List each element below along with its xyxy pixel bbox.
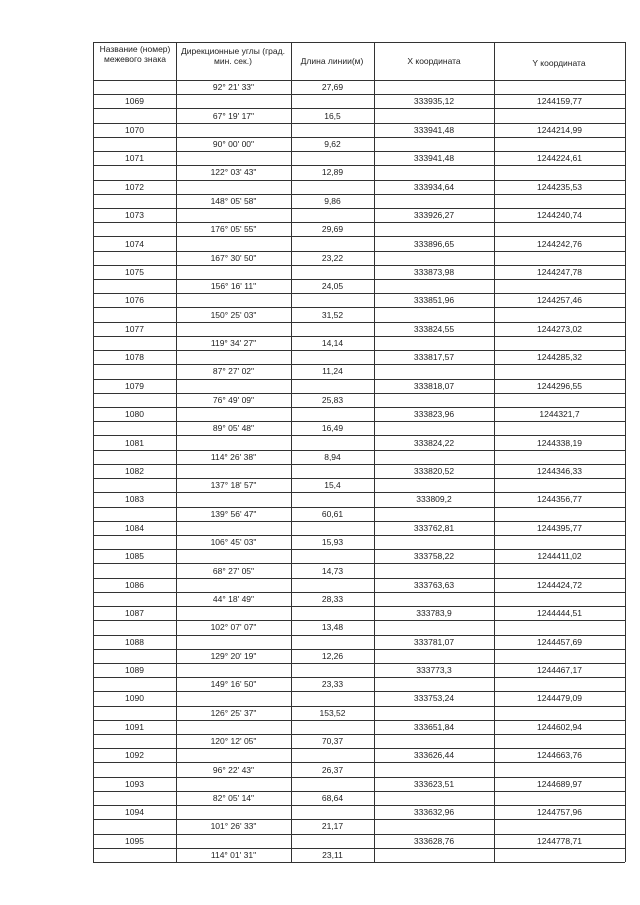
point-x: 333628,76 xyxy=(413,836,455,846)
point-x: 333781,07 xyxy=(413,637,455,647)
point-y: 1244689,97 xyxy=(537,779,582,789)
segment-angle: 114° 01' 31" xyxy=(210,850,257,860)
point-y: 1244214,99 xyxy=(537,125,582,135)
point-x: 333773,3 xyxy=(416,665,452,675)
row-border xyxy=(93,791,625,792)
row-border xyxy=(93,549,625,550)
segment-angle: 90° 00' 00" xyxy=(212,139,255,149)
point-x: 333824,55 xyxy=(413,324,455,334)
segment-length: 15,93 xyxy=(321,537,344,547)
segment-length: 14,73 xyxy=(321,566,344,576)
point-name: 1086 xyxy=(125,580,144,590)
row-border xyxy=(93,620,625,621)
row-border xyxy=(93,606,625,607)
point-y: 1244285,32 xyxy=(537,352,582,362)
row-border xyxy=(93,805,625,806)
point-y: 1244411,02 xyxy=(537,551,582,561)
point-y: 1244457,69 xyxy=(537,637,582,647)
row-border xyxy=(93,720,625,721)
segment-length: 70,37 xyxy=(321,736,344,746)
row-border xyxy=(93,677,625,678)
header-x: X координата xyxy=(407,56,461,66)
header-length: Длина линии(м) xyxy=(300,56,364,66)
point-y: 1244257,46 xyxy=(537,295,582,305)
segment-angle: 149° 16' 50" xyxy=(210,679,257,689)
row-border xyxy=(93,407,625,408)
segment-length: 68,64 xyxy=(321,793,344,803)
point-name: 1088 xyxy=(125,637,144,647)
point-name: 1080 xyxy=(125,409,144,419)
point-name: 1076 xyxy=(125,295,144,305)
segment-angle: 148° 05' 58" xyxy=(210,196,257,206)
point-name: 1073 xyxy=(125,210,144,220)
segment-angle: 137° 18' 57" xyxy=(210,480,257,490)
segment-angle: 114° 26' 38" xyxy=(210,452,257,462)
row-border xyxy=(93,578,625,579)
row-border xyxy=(93,236,625,237)
row-border xyxy=(93,478,625,479)
segment-length: 9,86 xyxy=(324,196,341,206)
segment-length: 14,14 xyxy=(321,338,344,348)
row-border xyxy=(93,350,625,351)
point-y: 1244395,77 xyxy=(537,523,582,533)
row-border xyxy=(93,265,625,266)
row-border xyxy=(93,322,625,323)
point-y: 1244602,94 xyxy=(537,722,582,732)
row-border xyxy=(93,364,625,365)
point-x: 333818,07 xyxy=(413,381,455,391)
point-name: 1082 xyxy=(125,466,144,476)
point-x: 333896,65 xyxy=(413,239,455,249)
segment-angle: 129° 20' 19" xyxy=(210,651,257,661)
segment-angle: 119° 34' 27" xyxy=(210,338,257,348)
segment-angle: 44° 18' 49" xyxy=(212,594,255,604)
segment-length: 13,48 xyxy=(321,622,344,632)
segment-length: 29,69 xyxy=(321,224,344,234)
segment-length: 28,33 xyxy=(321,594,344,604)
row-border xyxy=(93,748,625,749)
header-name: Название (номер) межевого знака xyxy=(99,44,171,64)
row-border xyxy=(93,123,625,124)
row-border xyxy=(93,307,625,308)
segment-angle: 120° 12' 05" xyxy=(210,736,257,746)
point-x: 333783,9 xyxy=(416,608,452,618)
point-name: 1092 xyxy=(125,750,144,760)
row-border xyxy=(93,393,625,394)
segment-angle: 167° 30' 50" xyxy=(210,253,257,263)
segment-length: 8,94 xyxy=(324,452,341,462)
row-border xyxy=(93,663,625,664)
row-border xyxy=(93,521,625,522)
point-y: 1244479,09 xyxy=(537,693,582,703)
row-border xyxy=(93,180,625,181)
row-border xyxy=(93,151,625,152)
row-border xyxy=(93,208,625,209)
point-name: 1071 xyxy=(125,153,144,163)
row-border xyxy=(93,222,625,223)
point-x: 333817,57 xyxy=(413,352,455,362)
segment-angle: 82° 05' 14" xyxy=(212,793,255,803)
point-x: 333753,24 xyxy=(413,693,455,703)
segment-length: 16,5 xyxy=(324,111,341,121)
segment-angle: 67° 19' 17" xyxy=(212,111,255,121)
point-y: 1244273,02 xyxy=(537,324,582,334)
point-y: 1244663,76 xyxy=(537,750,582,760)
point-x: 333824,22 xyxy=(413,438,455,448)
point-name: 1087 xyxy=(125,608,144,618)
point-y: 1244424,72 xyxy=(537,580,582,590)
point-x: 333941,48 xyxy=(413,153,455,163)
row-border xyxy=(93,108,625,109)
row-border xyxy=(93,194,625,195)
segment-angle: 106° 45' 03" xyxy=(210,537,257,547)
point-x: 333873,98 xyxy=(413,267,455,277)
column-border xyxy=(625,42,626,862)
point-y: 1244757,96 xyxy=(537,807,582,817)
point-x: 333651,84 xyxy=(413,722,455,732)
row-border xyxy=(93,279,625,280)
row-border xyxy=(93,293,625,294)
row-border xyxy=(93,450,625,451)
point-y: 1244235,53 xyxy=(537,182,582,192)
point-x: 333820,52 xyxy=(413,466,455,476)
point-y: 1244356,77 xyxy=(537,494,582,504)
point-y: 1244467,17 xyxy=(537,665,582,675)
point-x: 333762,81 xyxy=(413,523,455,533)
segment-angle: 126° 25' 37" xyxy=(210,708,257,718)
point-name: 1095 xyxy=(125,836,144,846)
row-border xyxy=(93,819,625,820)
row-border xyxy=(93,507,625,508)
row-border xyxy=(93,379,625,380)
segment-length: 12,26 xyxy=(321,651,344,661)
row-border xyxy=(93,635,625,636)
row-border xyxy=(93,251,625,252)
row-border xyxy=(93,691,625,692)
point-y: 1244159,77 xyxy=(537,96,582,106)
point-x: 333763,63 xyxy=(413,580,455,590)
segment-length: 23,33 xyxy=(321,679,344,689)
point-name: 1069 xyxy=(125,96,144,106)
row-border xyxy=(93,336,625,337)
point-name: 1079 xyxy=(125,381,144,391)
segment-length: 27,69 xyxy=(321,82,344,92)
segment-angle: 102° 07' 07" xyxy=(210,622,257,632)
point-y: 1244444,51 xyxy=(537,608,582,618)
point-x: 333941,48 xyxy=(413,125,455,135)
row-border xyxy=(93,706,625,707)
row-border xyxy=(93,834,625,835)
point-name: 1083 xyxy=(125,494,144,504)
segment-length: 11,24 xyxy=(322,366,343,376)
row-border xyxy=(93,435,625,436)
point-y: 1244242,76 xyxy=(537,239,582,249)
segment-length: 21,17 xyxy=(321,821,344,831)
point-name: 1081 xyxy=(125,438,144,448)
segment-length: 25,83 xyxy=(321,395,344,405)
segment-angle: 139° 56' 47" xyxy=(210,509,257,519)
point-y: 1244778,71 xyxy=(537,836,582,846)
segment-angle: 89° 05' 48" xyxy=(212,423,255,433)
segment-length: 9,62 xyxy=(324,139,341,149)
segment-length: 31,52 xyxy=(321,310,344,320)
point-name: 1094 xyxy=(125,807,144,817)
point-name: 1078 xyxy=(125,352,144,362)
segment-length: 12,89 xyxy=(321,167,344,177)
row-border xyxy=(93,777,625,778)
segment-length: 26,37 xyxy=(321,765,344,775)
segment-angle: 156° 16' 11" xyxy=(210,281,257,291)
point-name: 1072 xyxy=(125,182,144,192)
point-name: 1089 xyxy=(125,665,144,675)
segment-angle: 101° 26' 33" xyxy=(210,821,257,831)
header-bottom-border xyxy=(93,80,625,81)
point-y: 1244240,74 xyxy=(537,210,582,220)
point-y: 1244296,55 xyxy=(537,381,582,391)
row-border xyxy=(93,592,625,593)
point-x: 333623,51 xyxy=(413,779,455,789)
point-y: 1244247,78 xyxy=(537,267,582,277)
row-border xyxy=(93,848,625,849)
point-x: 333934,64 xyxy=(413,182,455,192)
header-angle: Дирекционные углы (град. мин. сек.) xyxy=(181,46,285,66)
point-name: 1077 xyxy=(125,324,144,334)
point-x: 333632,96 xyxy=(413,807,455,817)
row-border xyxy=(93,492,625,493)
header-y: Y координата xyxy=(532,58,586,68)
row-border xyxy=(93,94,625,95)
point-x: 333926,27 xyxy=(413,210,455,220)
segment-length: 60,61 xyxy=(321,509,344,519)
point-name: 1085 xyxy=(125,551,144,561)
segment-angle: 122° 03' 43" xyxy=(210,167,257,177)
row-border xyxy=(93,762,625,763)
segment-angle: 76° 49' 09" xyxy=(212,395,255,405)
point-name: 1084 xyxy=(125,523,144,533)
row-border xyxy=(93,862,625,863)
row-border xyxy=(93,734,625,735)
segment-angle: 87° 27' 02" xyxy=(212,366,255,376)
segment-length: 23,11 xyxy=(322,850,343,860)
point-name: 1090 xyxy=(125,693,144,703)
segment-angle: 96° 22' 43" xyxy=(212,765,255,775)
segment-angle: 92° 21' 33" xyxy=(212,82,255,92)
point-name: 1075 xyxy=(125,267,144,277)
point-y: 1244338,19 xyxy=(537,438,582,448)
point-x: 333935,12 xyxy=(413,96,455,106)
row-border xyxy=(93,165,625,166)
point-name: 1074 xyxy=(125,239,144,249)
segment-angle: 150° 25' 03" xyxy=(210,310,257,320)
point-x: 333758,22 xyxy=(413,551,455,561)
segment-angle: 68° 27' 05" xyxy=(212,566,255,576)
row-border xyxy=(93,649,625,650)
table-top-border xyxy=(93,42,625,43)
point-x: 333823,96 xyxy=(413,409,455,419)
row-border xyxy=(93,421,625,422)
segment-length: 24,05 xyxy=(321,281,344,291)
point-y: 1244224,61 xyxy=(537,153,582,163)
point-name: 1091 xyxy=(125,722,144,732)
point-y: 1244346,33 xyxy=(537,466,582,476)
row-border xyxy=(93,535,625,536)
point-x: 333626,44 xyxy=(413,750,455,760)
point-name: 1070 xyxy=(125,125,144,135)
segment-angle: 176° 05' 55" xyxy=(210,224,257,234)
point-x: 333809,2 xyxy=(416,494,452,504)
point-x: 333851,96 xyxy=(413,295,455,305)
segment-length: 16,49 xyxy=(321,423,344,433)
segment-length: 15,4 xyxy=(324,480,341,490)
point-name: 1093 xyxy=(125,779,144,789)
segment-length: 23,22 xyxy=(321,253,344,263)
row-border xyxy=(93,464,625,465)
segment-length: 153,52 xyxy=(319,708,346,718)
row-border xyxy=(93,137,625,138)
row-border xyxy=(93,563,625,564)
point-y: 1244321,7 xyxy=(539,409,580,419)
